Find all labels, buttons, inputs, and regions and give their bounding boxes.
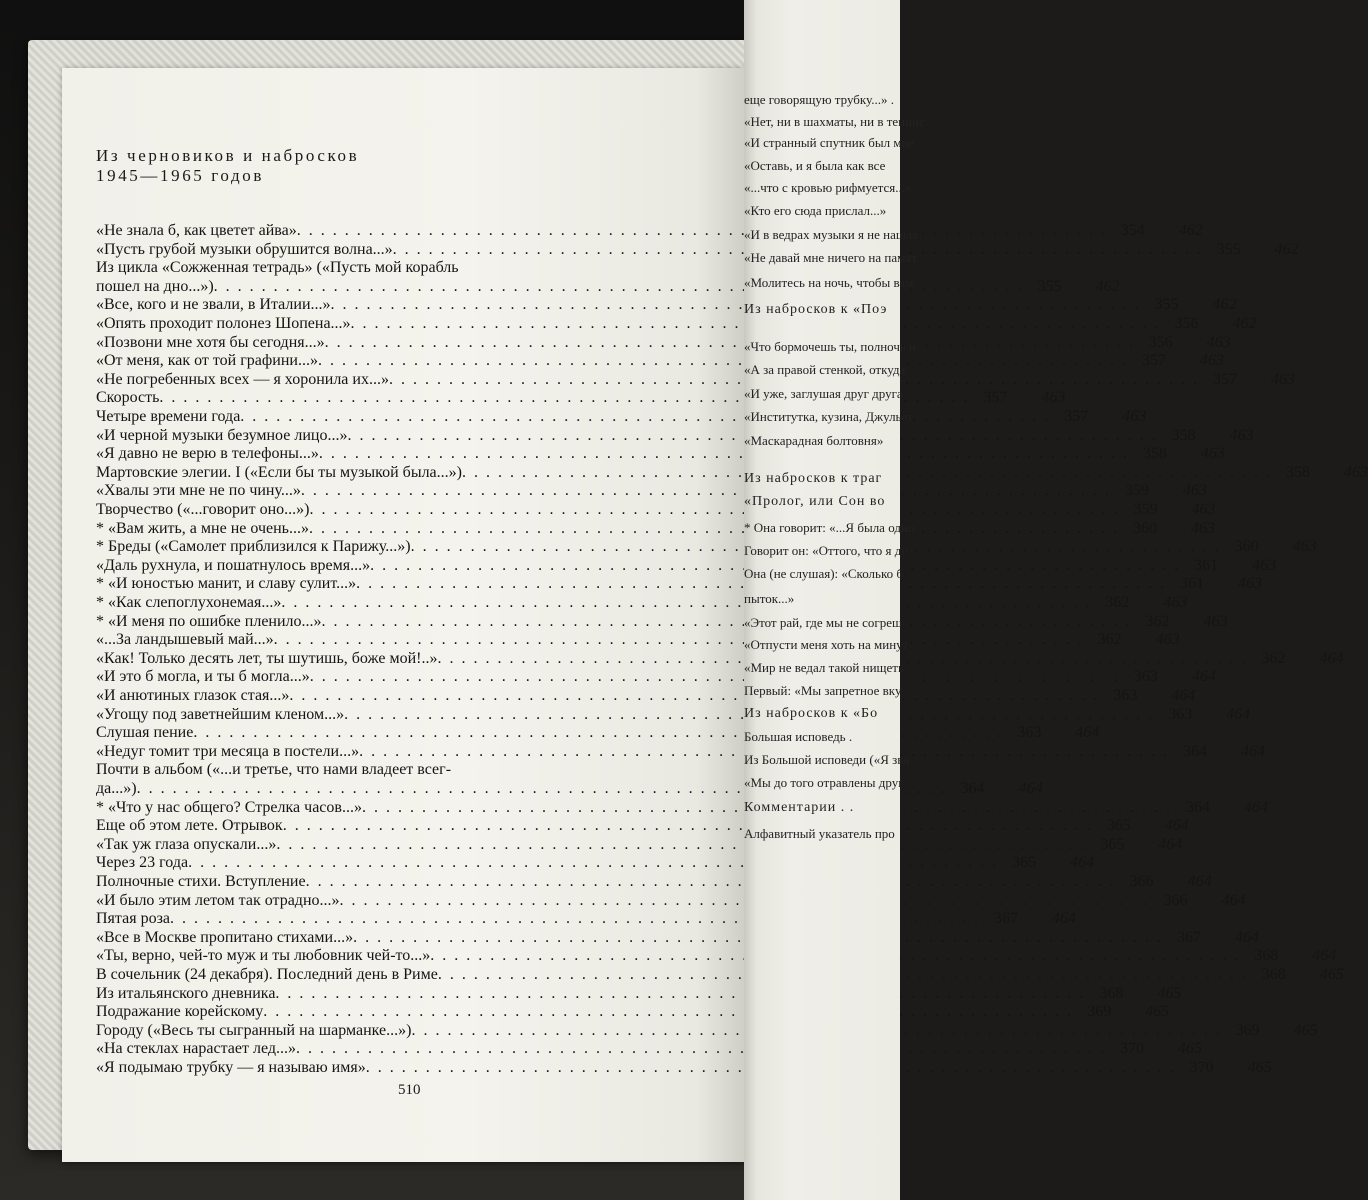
right-page-line: Она (не слушая): «Сколько б bbox=[744, 566, 903, 581]
toc-entry bbox=[96, 445, 1225, 464]
toc-dot-leader bbox=[310, 501, 1120, 519]
toc-page-text: 367 bbox=[993, 910, 1018, 928]
toc-page-comment: 464 bbox=[1312, 947, 1337, 965]
right-page-line: «Мы до того отравлены друг bbox=[744, 775, 904, 790]
toc-page-text: 362 bbox=[1261, 649, 1286, 667]
toc-entry-title: «Не погребенных всех — я хоронила их...» bbox=[96, 370, 389, 388]
toc-page-comment: 463 bbox=[1252, 556, 1277, 574]
toc-entry bbox=[96, 370, 1295, 390]
toc-page-comment: 463 bbox=[1229, 426, 1254, 444]
toc-entry bbox=[96, 575, 1263, 594]
toc-page-text: 366 bbox=[1163, 891, 1188, 909]
section-title-line2: 1945—1965 годов bbox=[96, 166, 264, 185]
toc-page-text: 355 bbox=[1037, 277, 1062, 295]
toc-entry-title: «Все, кого и не звали, в Италии...» bbox=[96, 296, 331, 314]
toc-page-comment: 462 bbox=[1274, 240, 1299, 258]
right-page-line: Большая исповедь . bbox=[744, 729, 853, 744]
toc-entry-title: «От меня, как от той графини...» bbox=[96, 352, 318, 370]
toc-page-comment: 463 bbox=[1292, 538, 1317, 556]
right-page-line: «Нет, ни в шахматы, ни в теннис bbox=[744, 114, 925, 129]
toc-page-text: 363 bbox=[1113, 687, 1138, 704]
toc-entry-title: «Пусть грубой музыки обрушится волна...» bbox=[96, 240, 393, 258]
toc-page-comment: 463 bbox=[1343, 463, 1368, 481]
toc-entry bbox=[96, 873, 1212, 892]
toc-page-comment: 464 bbox=[1226, 705, 1251, 723]
toc-page-comment: 464 bbox=[1235, 928, 1260, 946]
right-page-line: «Кто его сюда прислал...» bbox=[744, 203, 887, 218]
toc-page-comment: 465 bbox=[1293, 1021, 1318, 1039]
toc-entry-title: Городу («Весь ты сыгранный на шарманке...») bbox=[96, 1021, 412, 1039]
toc-dot-leader bbox=[297, 222, 1107, 240]
toc-entry-title: «Опять проходит полонез Шопена...» bbox=[96, 315, 351, 332]
toc-page-text: 359 bbox=[1124, 482, 1149, 500]
toc-dot-leader bbox=[275, 985, 1085, 1003]
toc-page-comment: 463 bbox=[1155, 631, 1180, 649]
toc-page-comment: 463 bbox=[1190, 519, 1215, 537]
toc-entry-title: * «И меня по ошибке пленило...» bbox=[96, 612, 322, 630]
toc-entry-title: Еще об этом лете. Отрывок bbox=[96, 817, 283, 835]
toc-dot-leader bbox=[319, 445, 1129, 463]
toc-page-comment: 463 bbox=[1199, 352, 1224, 370]
toc-entry bbox=[96, 984, 1182, 1004]
toc-dot-leader bbox=[331, 296, 1141, 314]
right-page-line: Алфавитный указатель про bbox=[744, 826, 895, 841]
toc-page-text: 366 bbox=[1129, 873, 1154, 890]
toc-entry bbox=[96, 1021, 1318, 1041]
toc-page-text: 359 bbox=[1133, 501, 1158, 518]
toc-entry-title: «Все в Москве пропитано стихами...» bbox=[96, 928, 354, 946]
toc-entry bbox=[96, 966, 1344, 985]
toc-page-comment: 462 bbox=[1095, 277, 1120, 295]
toc-dot-leader bbox=[309, 520, 1119, 538]
toc-page-text: 355 bbox=[1154, 296, 1179, 314]
toc-page-text: 360 bbox=[1234, 538, 1259, 556]
toc-entry bbox=[96, 761, 701, 780]
toc-page-comment: 464 bbox=[1051, 910, 1076, 928]
toc-entry-title: Полночные стихи. Вступление bbox=[96, 873, 306, 890]
toc-page-text: 357 bbox=[1212, 370, 1237, 388]
toc-entry-title: «Как! Только десять лет, ты шутишь, боже мой!..» bbox=[96, 649, 438, 667]
right-page-heading: Из набросков к «Бо bbox=[744, 706, 879, 721]
toc-entry-title: «И это б могла, и ты б могла...» bbox=[96, 668, 310, 686]
toc-page-text: 370 bbox=[1189, 1059, 1214, 1076]
toc-entry-title: «Даль рухнула, и пошатнулось время...» bbox=[96, 556, 371, 574]
right-page-heading: «Пролог, или Сон во bbox=[744, 494, 886, 509]
toc-page-text: 364 bbox=[1183, 742, 1208, 760]
toc-page-comment: 463 bbox=[1191, 501, 1216, 518]
toc-page-text: 356 bbox=[1148, 333, 1173, 351]
toc-page-comment: 464 bbox=[1187, 873, 1212, 890]
toc-entry bbox=[96, 891, 1246, 911]
toc-dot-leader bbox=[301, 482, 1111, 500]
toc-page-text: 364 bbox=[1185, 798, 1210, 816]
toc-entry bbox=[96, 1003, 1170, 1022]
toc-page-text: 365 bbox=[1106, 817, 1131, 835]
toc-page-comment: 463 bbox=[1238, 575, 1263, 593]
right-page-line: «А за правой стенкой, откуда bbox=[744, 362, 906, 377]
toc-entry-title: Пятая роза bbox=[96, 910, 170, 928]
toc-page-text: 361 bbox=[1194, 556, 1219, 574]
toc-entry-title: В сочельник (24 декабря). Последний день в Риме bbox=[96, 966, 438, 983]
toc-entry bbox=[96, 835, 1183, 855]
toc-page-text: 357 bbox=[1064, 408, 1089, 425]
toc-page-text: 368 bbox=[1261, 966, 1286, 983]
toc-page-comment: 463 bbox=[1206, 333, 1231, 351]
toc-page-comment: 462 bbox=[1232, 315, 1257, 332]
toc-entry-title: * Бреды («Самолет приблизился к Парижу...») bbox=[96, 538, 411, 556]
toc-dot-leader bbox=[281, 594, 1091, 612]
toc-page-text: 361 bbox=[1180, 575, 1205, 593]
right-page-heading: Из набросков к траг bbox=[744, 471, 883, 486]
toc-entry bbox=[96, 482, 1207, 501]
toc-entry-title: * «Вам жить, а мне не очень...» bbox=[96, 519, 309, 537]
toc-page-comment: 464 bbox=[1018, 780, 1043, 797]
right-page-line: «Маскарадная болтовня» bbox=[744, 433, 884, 448]
right-page-line: «Институтка, кузина, Джульет bbox=[744, 409, 913, 424]
toc-page-text: 356 bbox=[1174, 315, 1199, 332]
toc-page-text: 363 bbox=[1017, 724, 1042, 742]
toc-entry-title: * «И юностью манит, и славу сулит...» bbox=[96, 575, 357, 593]
toc-dot-leader bbox=[240, 408, 1050, 426]
toc-entry-title: Из цикла «Сожженная тетрадь» («Пусть мой корабль bbox=[96, 259, 459, 277]
right-page-heading: Из набросков к «Поэ bbox=[744, 302, 888, 317]
toc-entry-title: Через 23 года bbox=[96, 854, 189, 872]
toc-entry bbox=[96, 315, 1257, 334]
toc-entry-title: Творчество («...говорит оно...») bbox=[96, 501, 310, 518]
toc-entry-title: «Позвони мне хотя бы сегодня...» bbox=[96, 333, 325, 351]
toc-page-comment: 463 bbox=[1182, 482, 1207, 500]
page-number: 510 bbox=[398, 1082, 421, 1098]
toc-entry-title: «На стеклах нарастает лед...» bbox=[96, 1040, 296, 1058]
right-page-line: Первый: «Мы запретное вку bbox=[744, 683, 902, 698]
toc-page-text: 370 bbox=[1119, 1040, 1144, 1058]
toc-page-text: 362 bbox=[1145, 612, 1170, 630]
right-page-line: «Этот рай, где мы не согреш bbox=[744, 615, 902, 630]
toc-page-comment: 463 bbox=[1122, 408, 1147, 425]
toc-entry-title: Из итальянского дневника bbox=[96, 984, 276, 1002]
toc-entry-title: «И анютиных глазок стая...» bbox=[96, 687, 290, 704]
toc-dot-leader bbox=[289, 687, 1099, 705]
toc-entry-title: «Так уж глаза опускали...» bbox=[96, 835, 277, 853]
toc-page-comment: 465 bbox=[1247, 1059, 1272, 1076]
toc-page-comment: 464 bbox=[1319, 649, 1344, 667]
toc-page-text: 362 bbox=[1097, 631, 1122, 649]
toc-dot-leader bbox=[263, 1003, 1073, 1021]
toc-entry-title: Мартовские элегии. I («Если бы ты музыкой была...») bbox=[96, 463, 462, 481]
toc-page-comment: 464 bbox=[1191, 668, 1216, 686]
toc-entry-title: «Не знала б, как цветет айва» bbox=[96, 222, 297, 239]
right-page-line: «И уже, заглушая друг друга bbox=[744, 386, 903, 401]
toc-entry-title: «И черной музыки безумное лицо...» bbox=[96, 426, 348, 444]
toc-page-comment: 462 bbox=[1212, 296, 1237, 314]
toc-dot-leader bbox=[318, 352, 1128, 370]
toc-entry-title: «Хвалы эти мне не по чину...» bbox=[96, 482, 301, 500]
toc-entry-title: Почти в альбом («...и третье, что нами владеет всег- bbox=[96, 761, 452, 779]
toc-dot-leader bbox=[310, 668, 1120, 686]
toc-page-text: 367 bbox=[1177, 928, 1202, 946]
right-page-line: «И в ведрах музыки я не нашла bbox=[744, 227, 919, 242]
toc-page-comment: 465 bbox=[1145, 1003, 1170, 1021]
toc-entry-title: «Я подымаю трубку — я называю имя» bbox=[96, 1059, 366, 1076]
toc-entry-title: «...За ландышевый май...» bbox=[96, 631, 274, 649]
toc-dot-leader bbox=[276, 836, 1086, 854]
right-page-line: «Что бормочешь ты, полночь н bbox=[744, 339, 916, 354]
toc-entry bbox=[96, 854, 1095, 873]
toc-page-comment: 463 bbox=[1163, 594, 1188, 611]
toc-entry-title: * «Что у нас общего? Стрелка часов...» bbox=[96, 798, 362, 816]
toc-page-comment: 463 bbox=[1270, 370, 1295, 388]
toc-page-text: 369 bbox=[1235, 1021, 1260, 1039]
toc-entry bbox=[96, 1040, 1202, 1059]
toc-page-comment: 464 bbox=[1241, 742, 1266, 760]
toc-page-text: 355 bbox=[1216, 240, 1241, 258]
toc-entry-title: «Недуг томит три месяца в постели...» bbox=[96, 742, 360, 760]
toc-entry-title: Четыре времени года bbox=[96, 408, 241, 425]
right-page-line: Говорит он: «Оттого, что я де bbox=[744, 543, 908, 558]
toc-entry-title: пошел на дно...») bbox=[96, 277, 214, 295]
toc-page-comment: 463 bbox=[1200, 445, 1225, 463]
toc-entry-title: Скорость bbox=[96, 389, 160, 407]
right-page-line: «Мир не ведал такой нищеть bbox=[744, 660, 904, 675]
right-page-line: «И странный спутник был мне bbox=[744, 135, 915, 150]
toc-page-text: 368 bbox=[1099, 984, 1124, 1002]
toc-page-text: 363 bbox=[1168, 705, 1193, 723]
toc-page-comment: 465 bbox=[1177, 1040, 1202, 1058]
right-page-line: «Отпусти меня хоть на минут bbox=[744, 637, 909, 652]
toc-page-text: 358 bbox=[1171, 426, 1196, 444]
toc-page-text: 360 bbox=[1132, 519, 1157, 537]
toc-page-text: 365 bbox=[1012, 854, 1037, 872]
toc-entry bbox=[96, 1059, 1272, 1078]
toc-entry-title: * «Как слепоглухонемая...» bbox=[96, 594, 282, 611]
right-page-line: «Молитесь на ночь, чтобы вам bbox=[744, 275, 914, 290]
toc-entry bbox=[96, 910, 1076, 929]
toc-page-text: 363 bbox=[1133, 668, 1158, 686]
toc-page-text: 358 bbox=[1285, 463, 1310, 481]
right-page-heading: Комментарии . . bbox=[744, 800, 855, 815]
toc-page-text: 358 bbox=[1142, 445, 1167, 463]
toc-page-comment: 465 bbox=[1319, 966, 1344, 983]
toc-entry-title: да...») bbox=[96, 780, 137, 797]
toc-dot-leader bbox=[306, 873, 1116, 891]
toc-page-text: 365 bbox=[1100, 835, 1125, 853]
toc-dot-leader bbox=[296, 1040, 1106, 1058]
toc-page-comment: 464 bbox=[1164, 817, 1189, 835]
toc-entry-title: Слушая пение bbox=[96, 724, 194, 742]
right-page-line: «Оставь, и я была как все bbox=[744, 158, 886, 173]
toc-page-text: 364 bbox=[960, 780, 985, 797]
toc-entry bbox=[96, 668, 1216, 687]
toc-page-comment: 463 bbox=[1041, 389, 1066, 407]
toc-page-comment: 464 bbox=[1243, 798, 1268, 816]
toc-page-text: 369 bbox=[1087, 1003, 1112, 1021]
toc-entry-title: «И было этим летом так отрадно...» bbox=[96, 891, 340, 909]
toc-entry-title: «Я давно не верю в телефоны...» bbox=[96, 445, 319, 463]
toc-entry-title: «Угощу под заветнейшим кленом...» bbox=[96, 705, 345, 723]
toc-dot-leader bbox=[274, 631, 1084, 649]
section-title-line1: Из черновиков и набросков bbox=[96, 146, 360, 165]
toc-entry bbox=[96, 928, 1260, 948]
toc-entry bbox=[96, 947, 1337, 966]
right-page-line: «Не давай мне ничего на памят bbox=[744, 250, 918, 265]
toc-entry-title: Подражание корейскому bbox=[96, 1003, 264, 1021]
toc-page-text: 357 bbox=[983, 389, 1008, 407]
toc-page-comment: 463 bbox=[1203, 612, 1228, 630]
toc-page-comment: 462 bbox=[1178, 222, 1203, 239]
toc-dot-leader bbox=[322, 613, 1132, 631]
toc-page-text: 362 bbox=[1105, 594, 1130, 611]
toc-page-comment: 464 bbox=[1075, 724, 1100, 742]
toc-page-comment: 465 bbox=[1157, 984, 1182, 1002]
toc-page-comment: 464 bbox=[1221, 891, 1246, 909]
right-page bbox=[744, 0, 925, 1200]
toc-page-comment: 464 bbox=[1158, 835, 1183, 853]
right-page-line: Из Большой исповеди («Я зва bbox=[744, 752, 909, 767]
toc-page-comment: 464 bbox=[1171, 687, 1196, 704]
toc-page-text: 357 bbox=[1141, 352, 1166, 370]
toc-dot-leader bbox=[325, 334, 1135, 352]
toc-dot-leader bbox=[283, 817, 1093, 835]
right-page-line: * Она говорит: «...Я была одно bbox=[744, 520, 915, 535]
toc-page-text: 368 bbox=[1254, 947, 1279, 965]
toc-entry bbox=[96, 259, 701, 278]
right-page-line: пыток...» bbox=[744, 591, 795, 606]
right-page-line: «...что с кровью рифмуется...» bbox=[744, 180, 912, 195]
right-page-line: еще говорящую трубку...» . bbox=[744, 92, 895, 107]
toc-entry-title: «Ты, верно, чей-то муж и ты любовник чей-то...» bbox=[96, 947, 431, 965]
toc-page-text: 354 bbox=[1120, 222, 1145, 239]
toc-page-comment: 464 bbox=[1070, 854, 1095, 872]
